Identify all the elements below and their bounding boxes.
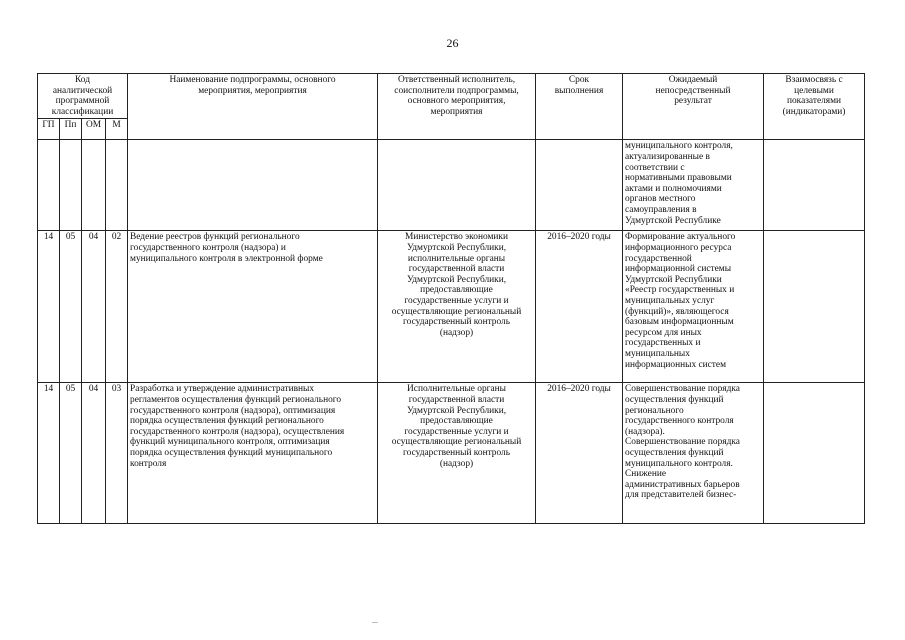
cell-gp: 14 <box>38 383 60 524</box>
header-code-m: М <box>106 119 128 140</box>
cell-om: 04 <box>82 231 106 383</box>
page-number: 26 <box>446 36 459 50</box>
table-row <box>38 383 865 524</box>
cell-pp: 05 <box>60 383 82 524</box>
cell-m: 03 <box>106 383 128 524</box>
cell-name: Ведение реестров функций регионального государственного контроля (надзора) и муниципального контроля в электронной форме <box>128 231 378 383</box>
cell-term: 2016–2020 годы <box>536 231 623 383</box>
cell-om <box>82 140 106 231</box>
header-code-pp: Пп <box>60 119 82 140</box>
cell-gp <box>38 140 60 231</box>
header-responsible: Ответственный исполнитель, соисполнители подпрограммы, основного мероприятия, мероприятия <box>378 74 536 140</box>
header-code: Код аналитической программной классификации <box>38 74 128 119</box>
cell-name: Разработка и утверждение административных регламентов осуществления функций регионального государственного контроля (надзора), оптимизация порядка осуществления функций регионального государственного контроля (надзора), осуществления функций муниципального контроля, оптимизация порядка осуществления функций муниципального контроля <box>128 383 378 524</box>
cell-result: Совершенствование порядка осуществления функций регионального государственного контроля (надзора). Совершенствование порядка осуществления функций муниципального контроля. Снижение административных барьеров для представителей бизнес- <box>623 383 764 524</box>
header-name: Наименование подпрограммы, основного мероприятия, мероприятия <box>128 74 378 140</box>
cell-pp: 05 <box>60 231 82 383</box>
header-code-om: ОМ <box>82 119 106 140</box>
cell-relation <box>764 231 865 383</box>
cell-result: муниципального контроля, актуализированные в соответствии с нормативными правовыми актами и полномочиями органов местного самоуправления в Удмуртской Республике <box>623 140 764 231</box>
cell-pp <box>60 140 82 231</box>
cell-gp: 14 <box>38 231 60 383</box>
cell-m <box>106 140 128 231</box>
scan-mark <box>372 622 378 623</box>
cell-responsible <box>378 140 536 231</box>
table-row <box>38 140 865 231</box>
cell-om: 04 <box>82 383 106 524</box>
cell-responsible: Исполнительные органы государственной власти Удмуртской Республики, предоставляющие государственные услуги и осуществляющие региональный государственный контроль (надзор) <box>378 383 536 524</box>
header-relation: Взаимосвязь с целевыми показателями (индикаторами) <box>764 74 865 140</box>
cell-term <box>536 140 623 231</box>
table-row <box>38 231 865 383</box>
cell-name <box>128 140 378 231</box>
cell-relation <box>764 383 865 524</box>
header-code-gp: ГП <box>38 119 60 140</box>
cell-responsible: Министерство экономики Удмуртской Республики, исполнительные органы государственной власти Удмуртской Республики, предоставляющие государственные услуги и осуществляющие региональный государственный контроль (надзор) <box>378 231 536 383</box>
cell-term: 2016–2020 годы <box>536 383 623 524</box>
cell-relation <box>764 140 865 231</box>
cell-result: Формирование актуального информационного ресурса государственной информационной системы Удмуртской Республики «Реестр государственных и муниципальных услуг (функций)», являющегося базовым информационным ресурсом для иных государственных и муниципальных информационных систем <box>623 231 764 383</box>
header-term: Срок выполнения <box>536 74 623 140</box>
header-result: Ожидаемый непосредственный результат <box>623 74 764 140</box>
program-table <box>37 73 865 524</box>
header-row <box>38 74 865 119</box>
cell-m: 02 <box>106 231 128 383</box>
